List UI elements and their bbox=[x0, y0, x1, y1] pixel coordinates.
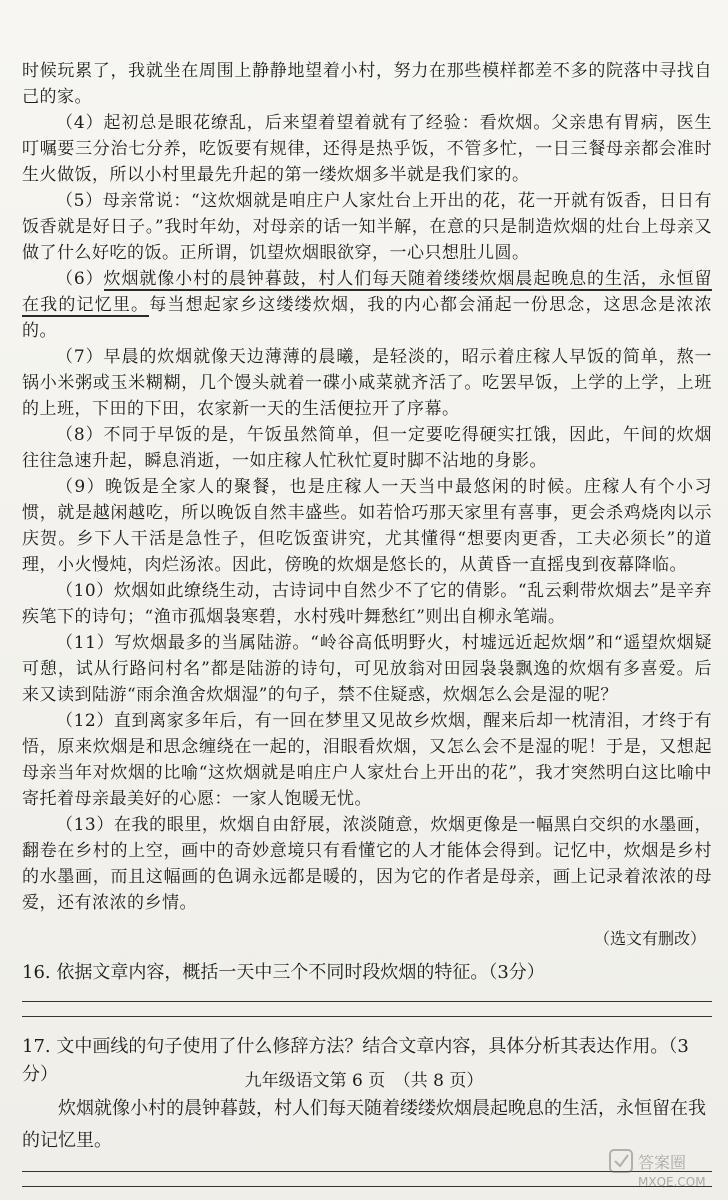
paragraph-6 bbox=[22, 266, 712, 344]
answer-line[interactable] bbox=[22, 1016, 712, 1017]
paragraph-3: 时候玩累了，我就坐在周围上静静地望着小村，努力在那些模样都差不多的院落中寻找自己的家。 bbox=[22, 61, 712, 107]
paragraph-8: （8）不同于早饭的是，午饭虽然简单，但一定要吃得硬实扛饿，因此，午间的炊烟往往急速升起，瞬息消逝，一如庄稼人忙秋忙夏时脚不沾地的身影。 bbox=[22, 425, 712, 471]
paragraph-9: （9）晚饭是全家人的聚餐，也是庄稼人一天当中最悠闲的时候。庄稼人有个小习惯，就是越闲越吃，所以晚饭自然丰盛些。如若恰巧那天家里有喜事，更会杀鸡烧肉以示庆贺。乡下人干活是急性子，但吃饭蛮讲究，尤其懂得“想要肉更香，工夫必须长”的道理，小火慢炖，肉烂汤浓。因此，傍晚的炊烟是悠长的，从黄昏一直摇曳到夜幕降临。 bbox=[22, 477, 712, 575]
reading-passage bbox=[22, 58, 712, 1187]
underlined-sentence: 炊烟就像小村的晨钟暮鼓，村人们每天随着缕缕炊烟晨起晚息的生活，永恒留在我的记忆里。 bbox=[22, 269, 712, 315]
paragraph-6-number: （6） bbox=[56, 269, 104, 289]
paragraph-12: （12）直到离家多年后，有一回在梦里又见故乡炊烟，醒来后却一枕清泪，才终于有悟，原来炊烟是和思念缠绕在一起的，泪眼看炊烟，又怎么会不是湿的呢！于是，又想起母亲当年对炊烟的比喻“这炊烟就是咱庄户人家灶台上开出的花”，我才突然明白这比喻中寄托着母亲最美好的心愿：一家人饱暖无忧。 bbox=[22, 711, 712, 809]
source-note: （选文有删改） bbox=[593, 929, 706, 948]
paragraph-6-rest: 每当想起家乡这缕缕炊烟，我的内心都会涌起一份思念，这思念是浓浓的。 bbox=[22, 295, 713, 341]
watermark-logo-icon bbox=[608, 1144, 718, 1194]
paragraph-5: （5）母亲常说：“这炊烟就是咱庄户人家灶台上开出的花，花一开就有饭香，日日有饭香就是好日子。”我时年幼，对母亲的话一知半解，在意的只是制造炊烟的灶台上母亲又做了什么好吃的饭。正所谓，饥望炊烟眼欲穿，一心只想肚儿圆。 bbox=[22, 191, 712, 263]
page-footer: 九年级语文第 6 页 （共 8 页） bbox=[244, 1071, 484, 1091]
answer-line[interactable] bbox=[22, 1001, 712, 1002]
paragraph-7: （7）早晨的炊烟就像天边薄薄的晨曦，是轻淡的，昭示着庄稼人早饭的简单，熬一锅小米粥或玉米糊糊，几个馒头就着一碟小咸菜就齐活了。吃罢早饭，上学的上学，上班的上班，下田的下田，农家新一天的生活便拉开了序幕。 bbox=[22, 347, 712, 419]
paragraph-10: （10）炊烟如此缭绕生动，古诗词中自然少不了它的倩影。“乱云剩带炊烟去”是辛弃疾笔下的诗句；“渔市孤烟袅寒碧，水村残叶舞愁红”则出自柳永笔端。 bbox=[22, 581, 712, 627]
watermark-subtext: MXQE.COM bbox=[638, 1175, 706, 1189]
question-17: 17. 文中画线的句子使用了什么修辞方法？结合文章内容，具体分析其表达作用。（3分） bbox=[22, 1036, 689, 1085]
paragraph-4: （4）起初总是眼花缭乱，后来望着望着就有了经验：看炊烟。父亲患有胃病，医生叮嘱要三分治七分养，吃饭要有规律，还得是热乎饭，不管多忙，一日三餐母亲都会准时生火做饭，所以小村里最先升起的第一缕炊烟多半就是我们家的。 bbox=[22, 113, 712, 185]
question-17-quote: 炊烟就像小村的晨钟暮鼓，村人们每天随着缕缕炊烟晨起晚息的生活，永恒留在我的记忆里。 bbox=[22, 1098, 706, 1151]
paragraph-13: （13）在我的眼里，炊烟自由舒展，浓淡随意，炊烟更像是一幅黑白交织的水墨画，翻卷在乡村的上空，画中的奇妙意境只有看懂它的人才能体会得到。记忆中，炊烟是乡村的水墨画，而且这幅画的色调永远都是暖的，因为它的作者是母亲，画上记录着浓浓的母爱，还有浓浓的乡情。 bbox=[22, 815, 712, 913]
paragraph-11: （11）写炊烟最多的当属陆游。“岭谷高低明野火，村墟远近起炊烟”和“遥望炊烟疑可憩，试从行路问村名”都是陆游的诗句，可见放翁对田园袅袅飘逸的炊烟有多喜爱。后来又读到陆游“雨余渔舍炊烟湿”的句子，禁不住疑惑，炊烟怎么会是湿的呢？ bbox=[22, 633, 712, 705]
watermark-text: 答案圈 bbox=[638, 1153, 687, 1172]
question-16: 16. 依据文章内容，概括一天中三个不同时段炊烟的特征。（3分） bbox=[22, 962, 545, 983]
